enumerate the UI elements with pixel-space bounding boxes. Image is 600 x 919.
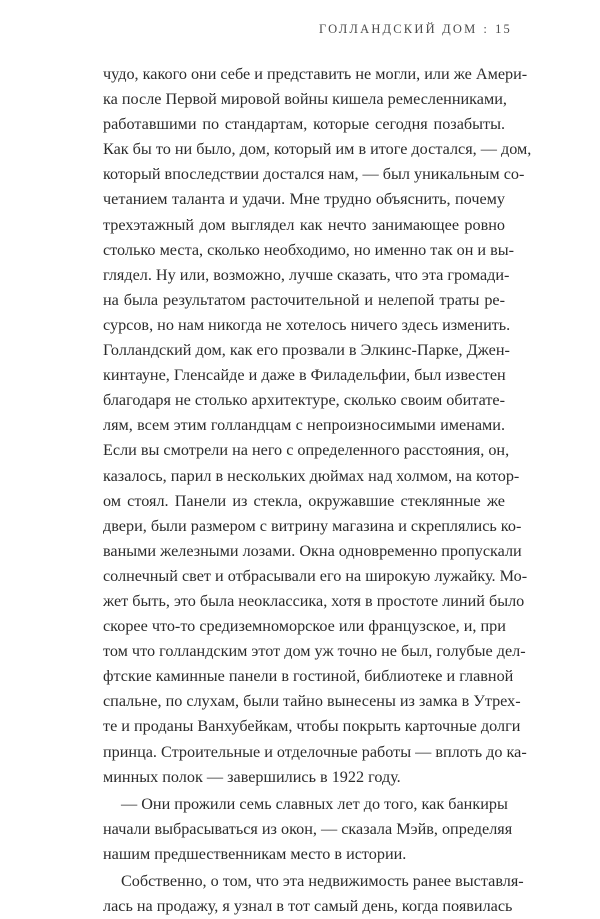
text-line: трехэтажный дом выглядел как нечто занимающее ровно: [103, 215, 505, 234]
text-line: начали выбрасываться из окон, — сказала Мэйв, определяя: [103, 819, 513, 838]
text-line: благодаря не столько архитектуре, сколько своим обитате-: [103, 391, 505, 410]
text-line: казалось, парил в нескольких дюймах над холмом, на котор-: [103, 466, 520, 485]
page-number: 15: [495, 22, 512, 36]
body-text: [103, 62, 532, 919]
text-line: нашим предшественникам место в истории.: [103, 844, 407, 863]
paragraph: [103, 792, 513, 867]
text-line: ом стоял. Панели из стекла, окружавшие стеклянные же: [103, 491, 505, 510]
text-line: ка после Первой мировой войны кишела ремесленниками,: [103, 90, 507, 109]
text-line: работавшими по стандартам, которые сегодня позабыты.: [103, 115, 505, 134]
text-line: Если вы смотрели на него с определенного расстояния, он,: [103, 441, 510, 460]
text-line: на была результатом расточительной и нелепой траты ре-: [103, 290, 505, 309]
text-line: чудо, какого они себе и представить не могли, или же Амери-: [103, 65, 528, 83]
text-line: глядел. Ну или, возможно, лучше сказать, что эта громади-: [103, 265, 510, 284]
text-line: минных полок — завершились в 1922 году.: [103, 767, 401, 786]
text-line: Собственно, о том, что эта недвижимость ранее выставля-: [121, 872, 524, 890]
text-line: сурсов, но нам никогда не хотелось ничего здесь изменить.: [103, 315, 511, 334]
text-line: кинтауне, Гленсайде и даже в Филадельфии, был известен: [103, 366, 506, 385]
text-line: ваными железными лозами. Окна одновременно пропускали: [103, 541, 522, 560]
text-line: спальне, по слухам, были тайно вынесены из замка в Утрех-: [103, 692, 521, 711]
text-line: фтские каминные панели в гостиной, библиотеке и главной: [103, 667, 514, 686]
running-head-separator: :: [483, 22, 490, 36]
text-line: жет быть, это была неоклассика, хотя в простоте линий было: [103, 591, 525, 610]
text-line: лась на продажу, я узнал в тот самый день, когда появилась: [103, 897, 513, 916]
text-line: лям, всем этим голландцам с непроизносимыми именами.: [103, 416, 505, 435]
text-line: те и проданы Ванхубейкам, чтобы покрыть карточные долги: [103, 717, 521, 736]
text-line: который впоследствии достался нам, — был уникальным со-: [103, 165, 525, 184]
paragraph: [103, 62, 532, 790]
running-title: ГОЛЛАНДСКИЙ ДОМ: [319, 22, 478, 36]
text-line: столько места, сколько необходимо, но именно так он и вы-: [103, 240, 515, 259]
text-line: солнечный свет и отбрасывали его на широкую лужайку. Мо-: [103, 566, 528, 585]
text-line: Как бы то ни было, дом, который им в итоге достался, — дом,: [103, 140, 532, 159]
text-line: четанием таланта и удачи. Мне трудно объяснить, почему: [103, 190, 505, 209]
text-line: — Они прожили семь славных лет до того, как банкиры: [121, 794, 508, 813]
running-head: [319, 22, 512, 37]
text-line: скорее что-то средиземноморское или французское, и, при: [103, 617, 506, 636]
text-line: Голландский дом, как его прозвали в Элкинс-Парке, Джен-: [103, 341, 510, 360]
text-line: том что голландским этот дом уж точно не был, голубые дел-: [103, 642, 526, 661]
text-line: двери, были размером с витрину магазина и скреплялись ко-: [103, 516, 522, 535]
paragraph: [103, 869, 524, 919]
text-line: принца. Строительные и отделочные работы — вплоть до ка-: [103, 742, 527, 761]
